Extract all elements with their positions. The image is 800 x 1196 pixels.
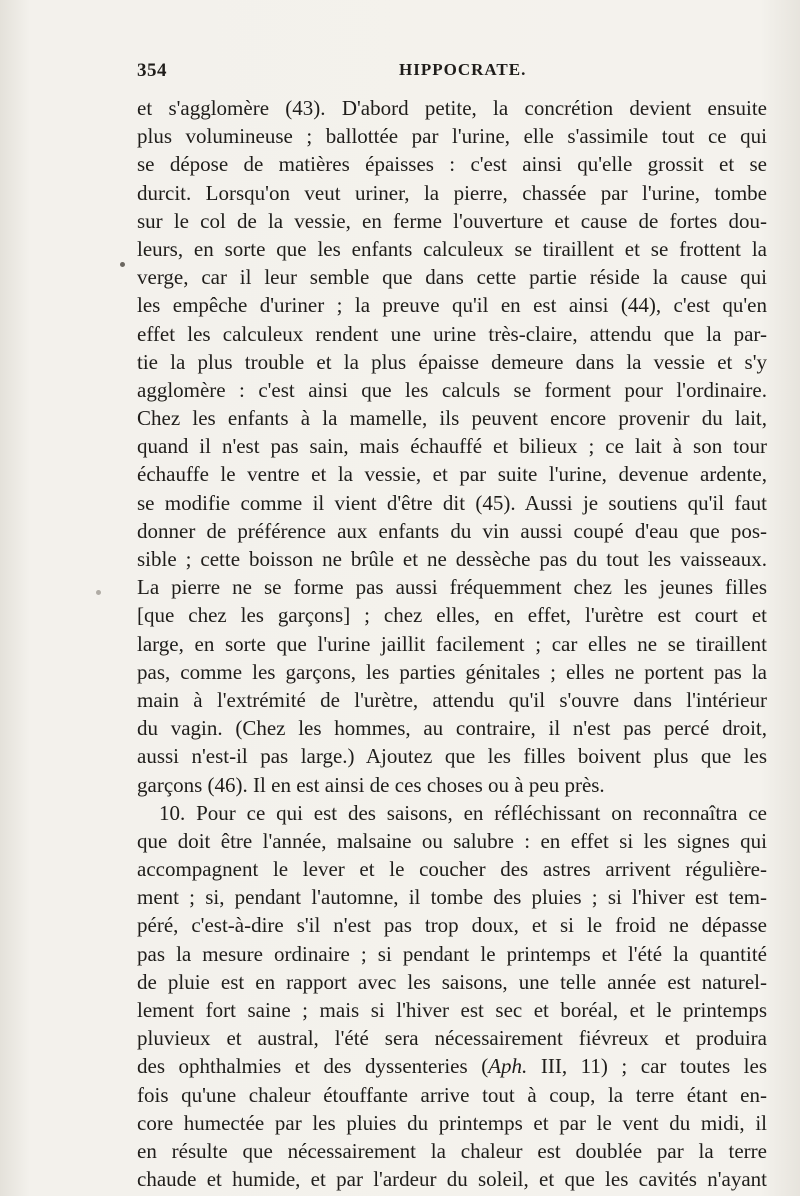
text-line: verge, car il leur semble que dans cette partie réside la cause qui: [137, 265, 767, 290]
text-line: tie la plus trouble et la plus épaisse demeure dans la vessie et s'y: [137, 349, 767, 374]
page-header: [137, 60, 767, 86]
text-line: chaude et humide, et par l'ardeur du soleil, et que les cavités n'ayant: [137, 1167, 767, 1192]
text-line: de pluie est en rapport avec les saisons, une telle année est naturel-: [137, 969, 767, 994]
citation-abbrev: Aph.: [488, 1054, 528, 1079]
text-line: et s'agglomère (43). D'abord petite, la concrétion devient ensuite: [137, 96, 767, 120]
text-line: quand il n'est pas sain, mais échauffé et bilieux ; ce lait à son tour: [137, 434, 767, 459]
text-line: durcit. Lorsqu'on veut uriner, la pierre, chassée par l'urine, tombe: [137, 180, 767, 205]
page-number: 354: [137, 60, 167, 81]
ink-speck: [120, 262, 125, 267]
text-line: [que chez les garçons] ; chez elles, en effet, l'urètre est court et: [137, 603, 767, 628]
text-line: échauffe le ventre et la vessie, et par suite l'urine, devenue ardente,: [137, 462, 767, 487]
text-line: large, en sorte que l'urine jaillit facilement ; car elles ne se tiraillent: [137, 631, 767, 656]
text-line: péré, c'est-à-dire s'il n'est pas trop doux, et si le froid ne dépasse: [137, 913, 767, 938]
text-line: lement fort saine ; mais si l'hiver est sec et boréal, et le printemps: [137, 998, 767, 1022]
text-line: que doit être l'année, malsaine ou salubre : en effet si les signes qui: [137, 828, 767, 853]
running-title: HIPPOCRATE.: [399, 60, 527, 79]
body-text: [137, 94, 767, 1193]
text-line: accompagnent le lever et le coucher des astres arrivent régulière-: [137, 857, 767, 882]
citation-ref: III, 11) ; car toutes les: [527, 1054, 767, 1079]
ink-speck: [96, 590, 101, 595]
text-line: en résulte que nécessairement la chaleur est doublée par la terre: [137, 1138, 767, 1163]
text-line: La pierre ne se forme pas aussi fréquemment chez les jeunes filles: [137, 575, 767, 600]
text-line: Chez les enfants à la mamelle, ils peuvent encore provenir du lait,: [137, 406, 767, 431]
text-line: fois qu'une chaleur étouffante arrive tout à coup, la terre étant en-: [137, 1082, 767, 1107]
text-line: plus volumineuse ; ballottée par l'urine, elle s'assimile tout ce qui: [137, 124, 767, 149]
section-start-line: 10. Pour ce qui est des saisons, en réfléchissant on reconnaîtra ce: [159, 800, 767, 825]
text-line: ment ; si, pendant l'automne, il tombe des pluies ; si l'hiver est tem-: [137, 885, 767, 910]
text-line: pas, comme les garçons, les parties génitales ; elles ne portent pas la: [137, 659, 767, 684]
text-line: du vagin. (Chez les hommes, au contraire, il n'est pas percé droit,: [137, 716, 767, 741]
text-line: sible ; cette boisson ne brûle et ne dessèche pas du tout les vaisseaux.: [137, 547, 767, 571]
citation-lead: des ophthalmies et des dyssenteries (: [137, 1054, 489, 1079]
citation-line: [137, 1052, 767, 1080]
paragraph-end-line: garçons (46). Il en est ainsi de ces choses ou à peu près.: [137, 772, 605, 797]
text-line: main à l'extrémité de l'urètre, attendu qu'il s'ouvre dans l'intérieur: [137, 687, 767, 712]
text-line: se dépose de matières épaisses : c'est ainsi qu'elle grossit et se: [137, 152, 767, 177]
text-line: se modifie comme il vient d'être dit (45). Aussi je soutiens qu'il faut: [137, 490, 767, 515]
text-line: core humectée par les pluies du printemps et par le vent du midi, il: [137, 1110, 767, 1135]
text-line: leurs, en sorte que les enfants calculeux se tiraillent et se frottent la: [137, 236, 767, 261]
text-line: effet les calculeux rendent une urine très-claire, attendu que la par-: [137, 321, 767, 346]
text-line: aussi n'est-il pas large.) Ajoutez que les filles boivent plus que les: [137, 744, 767, 769]
text-line: agglomère : c'est ainsi que les calculs se forment pour l'ordinaire.: [137, 377, 767, 402]
text-line: pas la mesure ordinaire ; si pendant le printemps et l'été la quantité: [137, 941, 767, 966]
text-line: les empêche d'uriner ; la preuve qu'il en est ainsi (44), c'est qu'en: [137, 293, 767, 318]
text-line: sur le col de la vessie, en ferme l'ouverture et cause de fortes dou-: [137, 208, 767, 233]
text-line: pluvieux et austral, l'été sera nécessairement fiévreux et produira: [137, 1026, 767, 1051]
text-line: donner de préférence aux enfants du vin aussi coupé d'eau que pos-: [137, 518, 767, 543]
